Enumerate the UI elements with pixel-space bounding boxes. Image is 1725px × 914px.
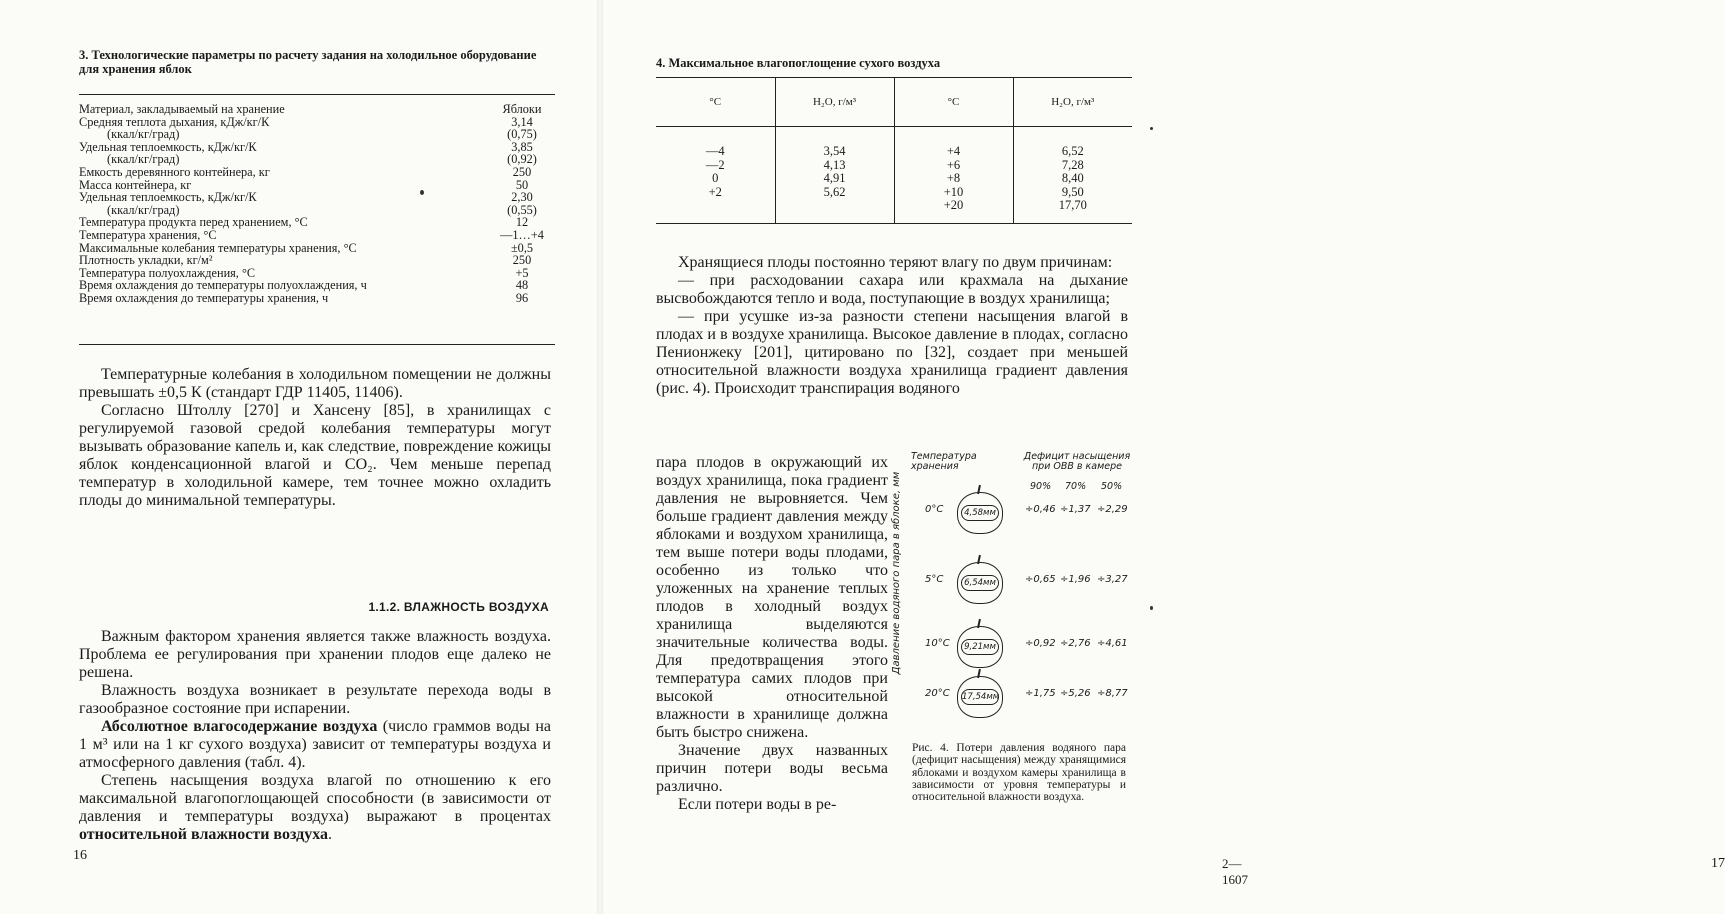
- table-row-value: (0,92): [507, 152, 537, 167]
- table-row-value: 50: [515, 177, 529, 192]
- table-cell-value: 7,28: [1061, 157, 1084, 172]
- figure-temperature-label: 5°С: [925, 574, 944, 585]
- figure-deficit-value: ÷0,92: [1025, 638, 1056, 649]
- table-row-value: (0,75): [507, 127, 537, 142]
- figure-apple-vapor-pressure: [891, 448, 1135, 748]
- table-row-label: Максимальные колебания температуры хранения, °С: [79, 240, 357, 255]
- table-header: °С: [894, 78, 1013, 127]
- table-cell: [775, 127, 894, 224]
- table-row-value: 2,30: [511, 190, 533, 205]
- table-row-value: 3,14: [511, 114, 533, 129]
- table-header: H₂O, г/м³: [1013, 78, 1132, 127]
- figure-deficit-value: ÷5,26: [1060, 688, 1091, 699]
- figure-deficit-value: ÷0,46: [1025, 504, 1056, 515]
- table-cell-value: +2: [708, 184, 722, 199]
- apple-pressure-label: 17,54мм: [961, 689, 999, 705]
- bold-term: относительной влажности воздуха: [79, 826, 328, 843]
- table-row-label: Емкость деревянного контейнера, кг: [79, 164, 270, 179]
- figure-temperature-label: 20°С: [925, 688, 950, 699]
- table-row: [79, 103, 557, 116]
- figure-deficit-value: ÷1,75: [1025, 688, 1056, 699]
- paragraph: — при расходовании сахара или крахмала на дыхание высвобождаются тепло и вода, поступающие в воздух хранилища;: [656, 272, 1128, 307]
- table-row-value: 250: [512, 164, 532, 179]
- figure-deficit-value: ÷1,96: [1060, 574, 1091, 585]
- figure-y-axis-label: Давление водяного пара в яблоке, мм: [891, 471, 902, 675]
- bold-term: Абсолютное влагосодержание воздуха: [101, 718, 378, 735]
- figure-deficit-value: ÷4,61: [1097, 638, 1128, 649]
- apple-pressure-label: 6,54мм: [961, 575, 999, 591]
- table4: [656, 77, 1132, 224]
- table-row-label: Удельная теплоемкость, кДж/кг/К: [79, 139, 257, 154]
- left-page: [0, 0, 600, 914]
- table-row-label: Время охлаждения до температуры хранения, ч: [79, 290, 329, 305]
- table-row-value: 96: [515, 290, 529, 305]
- table-cell-value: +4: [946, 144, 961, 158]
- table-row: [79, 229, 557, 242]
- paragraph-text: Степень насыщения воздуха влагой по отношению к его максимальной влагопоглощающей способности (в зависимости от давления и температуры воздуха) выражают в процентах: [79, 772, 551, 825]
- table-cell: [894, 127, 1013, 224]
- table3-title: 3. Технологические параметры по расчету задания на холодильное оборудование для хранения яблок: [79, 48, 537, 76]
- paragraph: [79, 772, 551, 844]
- paragraph: [79, 718, 551, 772]
- table-row-value: Яблоки: [502, 102, 542, 116]
- section-heading: 1.1.2. ВЛАЖНОСТЬ ВОЗДУХА: [368, 600, 549, 614]
- table-row: [79, 166, 557, 179]
- table-header-row: [656, 78, 1132, 127]
- table-row: [79, 128, 557, 141]
- table-cell-value: 0: [712, 171, 719, 185]
- table-row-label: Масса контейнера, кг: [79, 177, 192, 192]
- figure-deficit-value: ÷0,65: [1025, 574, 1056, 585]
- paragraph: Температурные колебания в холодильном помещении не должны превышать ±0,5 К (стандарт ГДР 11405, 11406).: [79, 366, 551, 401]
- left-body-text-2: [79, 628, 551, 844]
- table-row-label: Удельная теплоемкость, кДж/кг/К: [79, 190, 257, 205]
- table-row: [656, 127, 1132, 224]
- signature-mark: 2—1607: [1222, 856, 1248, 887]
- figure-col-header-temperature: Температура хранения: [911, 451, 977, 472]
- figure-rh-label: 90%: [1030, 481, 1052, 492]
- table-row-label: Температура полуохлаждения, °С: [79, 265, 256, 280]
- scan-speck: [1150, 127, 1153, 130]
- figure-temperature-label: 0°С: [925, 504, 944, 515]
- table-row-value: (0,55): [507, 202, 537, 217]
- paragraph-text: .: [327, 826, 332, 843]
- paragraph: Хранящиеся плоды постоянно теряют влагу по двум причинам:: [678, 254, 1113, 271]
- apple-icon: [957, 562, 1003, 604]
- figure-rh-label: 70%: [1065, 481, 1087, 492]
- table-cell-value: 5,62: [823, 184, 846, 199]
- apple-icon: [957, 626, 1003, 668]
- table-cell-value: 3,54: [823, 144, 846, 158]
- table-cell-value: +20: [943, 198, 964, 212]
- paragraph-text: (число граммов воды на 1 м³ или на 1 кг сухого воздуха) зависит от температуры воздуха и атмосферного давления (табл. 4).: [79, 718, 551, 771]
- table-row-label: Средняя теплота дыхания, кДж/кг/К: [79, 114, 270, 129]
- table-row-label: Материал, закладываемый на хранение: [79, 102, 285, 116]
- table-row-value: +5: [515, 265, 529, 280]
- table3-top-rule: [79, 94, 555, 95]
- table-cell-value: —2: [705, 157, 725, 172]
- table-cell-value: +10: [943, 184, 964, 199]
- apple-stem: [977, 669, 981, 678]
- table-cell-value: 17,70: [1058, 198, 1087, 212]
- table-header: H₂O, г/м³: [775, 78, 894, 127]
- table-cell-value: 9,50: [1061, 184, 1084, 199]
- paragraph: пара плодов в окружающий их воздух хранилища, пока градиент давления не выровняется. Чем больше градиент давления между яблоками и воздухом хранилища, тем выше потери воды плодами, особенно из только что уложенных на хранение теплых плодов в холодный воздух хранилища выделяются значительные количества воды. Для предотвращения этого температура самих плодов при высокой относительной влажности в хранилище должна быть быстро снижена.: [656, 454, 888, 741]
- table4-title: 4. Максимальное влагопоглощение сухого воздуха: [656, 56, 941, 70]
- table-row-label: Время охлаждения до температуры полуохлаждения, ч: [79, 278, 367, 293]
- table-row-label: Плотность укладки, кг/м²: [79, 253, 213, 268]
- figure-col-header-deficit: Дефицит насыщения при ОВВ в камере: [1023, 451, 1131, 472]
- table-cell-value: 4,91: [823, 171, 846, 185]
- figure-deficit-value: ÷3,27: [1097, 574, 1128, 585]
- table-cell-value: 6,52: [1061, 144, 1084, 158]
- paragraph: Согласно Штоллу [270] и Хансену [85], в хранилищах с регулируемой газовой средой колебания температуры могут вызывать образование капель и, как следствие, повреждение кожицы яблок конденсационной влагой и CO₂. Чем меньше перепад температур в холодильной камере, тем точнее можно охладить плоды до минимальной температуры.: [79, 402, 551, 509]
- table-cell-value: 4,13: [823, 157, 846, 172]
- table-row-value: —1…+4: [500, 227, 544, 242]
- apple-icon: [957, 492, 1003, 534]
- table-row-value: ±0,5: [510, 240, 534, 255]
- table-cell: [1013, 127, 1132, 224]
- right-column-text: [656, 454, 888, 814]
- apple-pressure-label: 4,58мм: [961, 505, 999, 521]
- table-row-label: (ккал/кг/град): [107, 202, 180, 217]
- table-cell: [656, 127, 775, 224]
- figure-rh-label: 50%: [1101, 481, 1123, 492]
- paragraph: Значение двух названных причин потери воды весьма различно.: [656, 742, 888, 795]
- page-number: 17: [1711, 856, 1725, 871]
- paragraph: Если потери воды в ре-: [678, 796, 837, 813]
- table-row: [79, 292, 557, 305]
- apple-stem: [977, 619, 981, 628]
- table-row-value: 3,85: [511, 139, 533, 154]
- figure-deficit-value: ÷1,37: [1060, 504, 1091, 515]
- table-cell-value: 8,40: [1061, 171, 1084, 185]
- page-number: 16: [73, 848, 87, 863]
- paragraph: Влажность воздуха возникает в результате перехода воды в газообразное состояние при испарении.: [79, 682, 551, 717]
- table-row: [79, 254, 557, 267]
- table-header: °С: [656, 78, 775, 127]
- apple-pressure-label: 9,21мм: [961, 639, 999, 655]
- figure-deficit-value: ÷2,76: [1060, 638, 1091, 649]
- paragraph: Важным фактором хранения является также влажность воздуха. Проблема ее регулирования при хранении плодов еще далеко не решена.: [79, 628, 551, 681]
- apple-stem: [977, 485, 981, 494]
- figure-deficit-value: ÷8,77: [1097, 688, 1128, 699]
- table-cell-value: +8: [946, 171, 961, 185]
- table3-rows: [79, 103, 557, 305]
- figure-caption: Рис. 4. Потери давления водяного пара (дефицит насыщения) между хранящимися яблоками и воздухом камеры хранилища в зависимости от уровня температуры и относительной влажности воздуха.: [912, 742, 1126, 804]
- table-cell-value: —4: [705, 144, 725, 158]
- table-row-value: 250: [512, 253, 532, 268]
- left-body-text: [79, 366, 551, 510]
- table-row-value: 12: [515, 215, 529, 230]
- table-row-label: Температура продукта перед хранением, °С: [79, 215, 308, 230]
- figure-temperature-label: 10°С: [925, 638, 950, 649]
- apple-stem: [977, 555, 981, 564]
- table3-bottom-rule: [79, 344, 555, 345]
- figure-deficit-value: ÷2,29: [1097, 504, 1128, 515]
- table-row-label: (ккал/кг/град): [107, 152, 180, 167]
- table-row-label: (ккал/кг/град): [107, 127, 180, 142]
- scan-speck: [420, 190, 424, 195]
- table-row-value: 48: [515, 278, 529, 293]
- scan-speck: [1150, 606, 1153, 610]
- table-row: [79, 191, 557, 204]
- right-body-text: [656, 254, 1128, 398]
- table-cell-value: +6: [946, 157, 961, 172]
- paragraph: — при усушке из-за разности степени насыщения влагой в плодах и в воздухе хранилища. Высокое давление в плодах, согласно Пенионжеку [201], цитировано по [32], создает при меньшей относительной влажности воздуха хранилища градиент давления (рис. 4). Происходит транспирация водяного: [656, 308, 1128, 397]
- table-row-label: Температура хранения, °С: [79, 227, 217, 242]
- apple-icon: [957, 676, 1003, 718]
